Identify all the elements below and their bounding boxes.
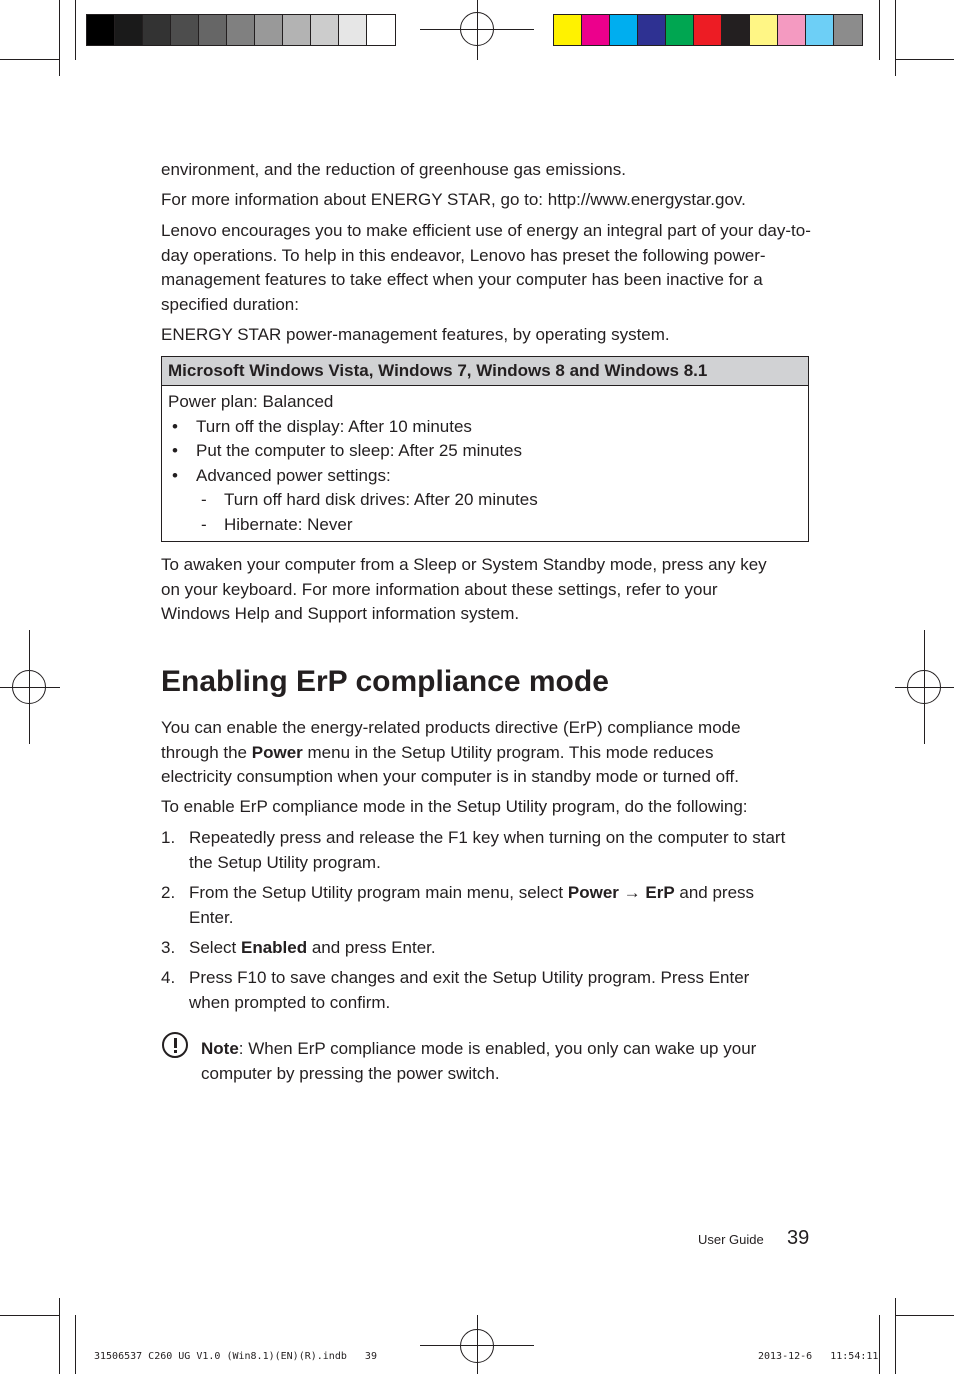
crop-mark <box>879 0 880 60</box>
list-item-text: Advanced power settings: <box>196 465 391 485</box>
color-swatch <box>750 15 778 45</box>
color-swatch <box>115 15 143 45</box>
sub-list-item <box>168 488 802 513</box>
color-swatch <box>199 15 227 45</box>
note <box>201 1037 811 1086</box>
step-item <box>161 881 781 930</box>
step-text-part: Select <box>189 938 241 957</box>
step-text-part: Repeatedly press and release the F1 key when turning on the computer to start the Setup Utility program. <box>189 828 786 872</box>
note-text: : When ErP compliance mode is enabled, you only can wake up your computer by pressing the power switch. <box>201 1039 757 1083</box>
step-text-part: Press F10 to save changes and exit the Setup Utility program. Press Enter when prompted to confirm. <box>189 968 750 1012</box>
step-number: 1. <box>161 828 176 847</box>
list-item <box>168 415 802 440</box>
section-title: Enabling ErP compliance mode <box>161 665 609 698</box>
color-swatch <box>778 15 806 45</box>
section-intro-text: menu in the Setup Utility program. This mode reduces electricity consumption when your computer is in standby mode or turned off. <box>161 742 739 786</box>
crop-mark <box>895 1315 954 1316</box>
color-swatch <box>227 15 255 45</box>
print-slug-file: 31506537 C260 UG V1.0 (Win8.1)(EN)(R).indb 39 <box>94 1351 377 1362</box>
bullet: • <box>172 441 178 460</box>
color-swatch <box>638 15 666 45</box>
step-item <box>161 826 811 875</box>
note-label: Note <box>201 1039 239 1058</box>
section-intro-text: You can enable the energy-related products directive (ErP) compliance mode through the <box>161 718 741 762</box>
step-number: 3. <box>161 938 176 957</box>
color-swatch <box>722 15 750 45</box>
color-swatch <box>554 15 582 45</box>
step-text-part: and press Enter. <box>189 883 755 927</box>
menu-name: Power <box>567 883 619 902</box>
color-swatch <box>339 15 367 45</box>
list-item <box>168 439 802 464</box>
color-swatch <box>806 15 834 45</box>
color-swatch <box>367 15 395 45</box>
crop-mark <box>879 1315 880 1374</box>
step-text <box>189 826 811 875</box>
color-swatch <box>311 15 339 45</box>
menu-name: ErP <box>645 883 675 902</box>
sub-list-item <box>168 513 802 538</box>
step-text <box>189 936 811 961</box>
section-lead: To enable ErP compliance mode in the Setup Utility program, do the following: <box>161 797 748 816</box>
table-body <box>162 386 808 541</box>
bullet: • <box>172 416 178 436</box>
color-swatch <box>171 15 199 45</box>
list-item-text: Turn off the display: After 10 minutes <box>196 416 472 436</box>
list-item-text: Put the computer to sleep: After 25 minutes <box>196 441 523 460</box>
color-swatch <box>694 15 722 45</box>
color-swatch <box>666 15 694 45</box>
intro-paragraph-2: For more information about ENERGY STAR, go to: http://www.energystar.gov. <box>161 190 746 209</box>
color-swatch <box>87 15 115 45</box>
registration-mark-circle <box>460 12 494 46</box>
bullet: • <box>172 465 178 485</box>
crop-mark <box>75 0 76 60</box>
crop-mark <box>59 0 60 76</box>
crop-mark <box>0 59 60 60</box>
step-number: 4. <box>161 968 176 987</box>
registration-mark-circle <box>460 1329 494 1363</box>
intro-paragraph-3: Lenovo encourages you to make efficient use of energy an integral part of your day-to-day operations. To help in this endeavor, Lenovo has preset the following power-management features to take effect when your computer has been inactive for a specified duration: <box>161 221 811 314</box>
color-swatch <box>610 15 638 45</box>
color-swatch <box>834 15 862 45</box>
color-swatch <box>255 15 283 45</box>
option-name: Enabled <box>240 938 308 957</box>
table-header: Microsoft Windows Vista, Windows 7, Windows 8 and Windows 8.1 <box>162 357 808 386</box>
color-swatch <box>283 15 311 45</box>
print-slug-timestamp: 2013-12-6 11:54:11 <box>758 1351 879 1362</box>
dash: - <box>201 514 207 534</box>
color-swatch <box>582 15 610 45</box>
step-text-part: and press Enter. <box>307 938 436 957</box>
awaken-paragraph: To awaken your computer from a Sleep or System Standby mode, press any key on your keyboard. For more information about these settings, refer to your Windows Help and Support information system. <box>161 555 767 623</box>
step-text <box>189 966 781 1015</box>
crop-mark <box>75 1315 76 1374</box>
registration-mark-circle <box>907 670 941 704</box>
attention-icon <box>162 1032 188 1058</box>
step-text-part: From the Setup Utility program main menu, select <box>189 883 568 902</box>
crop-mark <box>895 1298 896 1374</box>
section-intro <box>161 716 776 790</box>
grayscale-calibration-bar <box>86 14 396 46</box>
color-calibration-bar <box>553 14 863 46</box>
power-settings-table <box>161 356 809 542</box>
power-plan: Power plan: Balanced <box>168 392 334 411</box>
dash: - <box>201 490 207 509</box>
sub-list-item-text: Turn off hard disk drives: After 20 minutes <box>224 490 538 509</box>
intro-paragraph-1: environment, and the reduction of greenhouse gas emissions. <box>161 160 626 179</box>
intro-paragraph-4: ENERGY STAR power-management features, by operating system. <box>161 325 670 344</box>
arrow-separator: → <box>618 883 646 902</box>
sub-list-item-text: Hibernate: Never <box>224 514 353 534</box>
list-item <box>168 464 802 489</box>
menu-name: Power <box>251 742 303 762</box>
step-item <box>161 966 781 1015</box>
registration-mark-circle <box>12 670 46 704</box>
step-text <box>189 881 781 930</box>
step-item <box>161 936 811 961</box>
crop-mark <box>895 0 896 76</box>
crop-mark <box>0 1315 60 1316</box>
footer-label: User Guide <box>698 1232 764 1247</box>
page-number: 39 <box>787 1227 810 1249</box>
crop-mark <box>895 59 954 60</box>
crop-mark <box>59 1298 60 1374</box>
step-number: 2. <box>161 883 176 902</box>
color-swatch <box>143 15 171 45</box>
